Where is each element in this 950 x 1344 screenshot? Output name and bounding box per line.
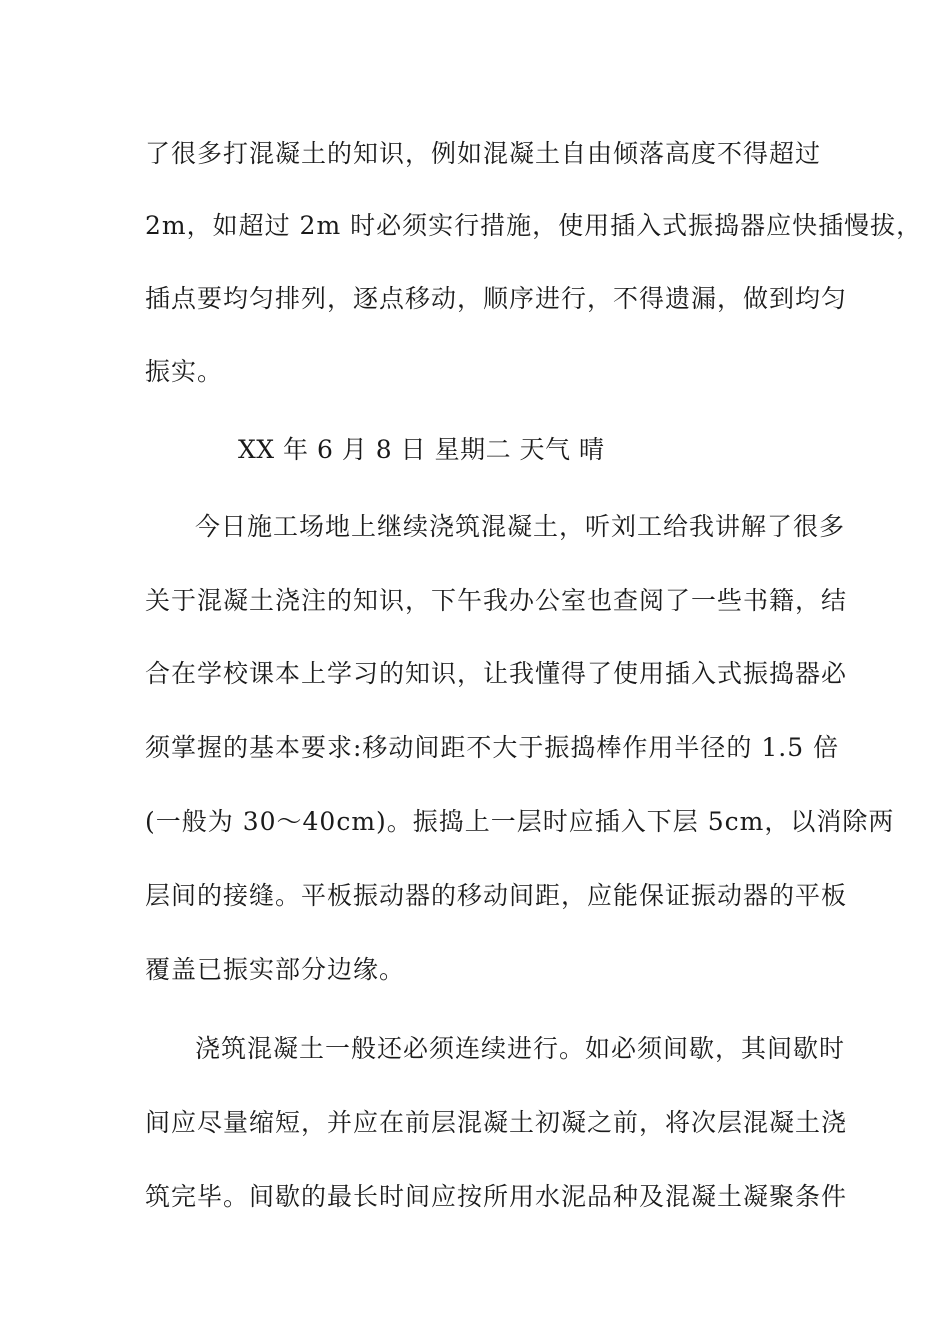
paragraph-line: 今日施工场地上继续浇筑混凝土，听刘工给我讲解了很多 <box>195 512 846 541</box>
paragraph-line: 须掌握的基本要求:移动间距不大于振捣棒作用半径的 1.5 倍 <box>145 733 840 762</box>
paragraph-line: 层间的接缝。平板振动器的移动间距，应能保证振动器的平板 <box>145 881 848 910</box>
paragraph-line: 关于混凝土浇注的知识，下午我办公室也查阅了一些书籍，结 <box>145 586 848 615</box>
paragraph-line: 间应尽量缩短，并应在前层混凝土初凝之前，将次层混凝土浇 <box>145 1108 848 1137</box>
paragraph-line: 浇筑混凝土一般还必须连续进行。如必须间歇，其间歇时 <box>195 1034 846 1063</box>
paragraph-line: 合在学校课本上学习的知识，让我懂得了使用插入式振捣器必 <box>145 659 848 688</box>
paragraph-line: 2m，如超过 2m 时必须实行措施，使用插入式振捣器应快插慢拔， <box>145 211 923 240</box>
paragraph-line: 了很多打混凝土的知识，例如混凝土自由倾落高度不得超过 <box>145 139 822 168</box>
paragraph-line: 筑完毕。间歇的最长时间应按所用水泥品种及混凝土凝聚条件 <box>145 1182 848 1211</box>
date-heading: XX 年 6 月 8 日 星期二 天气 晴 <box>238 435 605 464</box>
paragraph-line: 插点要均匀排列，逐点移动，顺序进行，不得遗漏，做到均匀 <box>145 284 848 313</box>
paragraph-line: (一般为 30～40cm)。振捣上一层时应插入下层 5cm，以消除两 <box>145 807 895 836</box>
paragraph-line: 振实。 <box>145 357 224 386</box>
paragraph-line: 覆盖已振实部分边缘。 <box>145 955 406 984</box>
